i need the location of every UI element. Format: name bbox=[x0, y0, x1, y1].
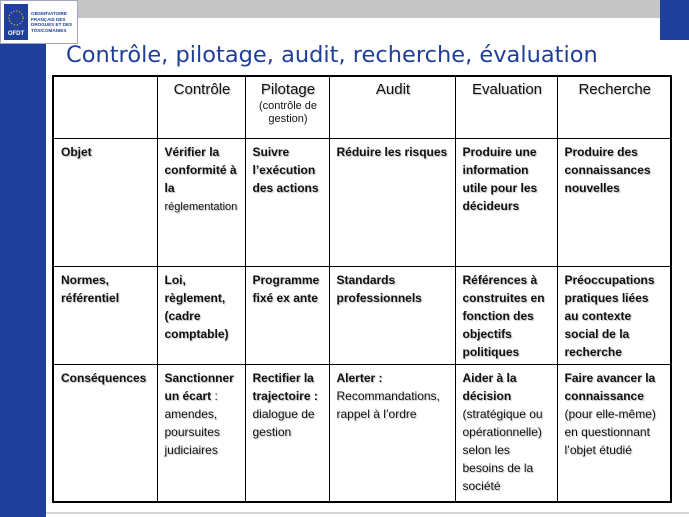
logo-text bbox=[31, 11, 72, 33]
logo-line: FRANÇAIS DES bbox=[31, 16, 66, 22]
logo-line: TOXICOMANIES bbox=[31, 27, 67, 33]
logo-mark-text: OFDT bbox=[7, 31, 25, 37]
cell-strong-text: Faire avancer la connaissance bbox=[564, 370, 656, 403]
cell-strong-text: Alerter : bbox=[336, 370, 383, 385]
table-cell bbox=[455, 266, 557, 364]
table-cell bbox=[329, 266, 455, 364]
cell-strong-text: Aider à la décision bbox=[462, 370, 517, 403]
ofdt-logo bbox=[0, 0, 78, 44]
row-header: Conséquences bbox=[53, 364, 157, 502]
cell-strong-text: Préoccupations pratiques liées au contexte social de la recherche bbox=[564, 272, 655, 359]
cell-plain-text: : amendes, poursuites judiciaires bbox=[164, 388, 220, 457]
table-cell bbox=[455, 364, 557, 502]
cell-plain-text: dialogue de gestion bbox=[252, 406, 315, 439]
table-cell bbox=[329, 138, 455, 266]
column-header-recherche bbox=[557, 76, 671, 138]
logo-line: DROGUES ET DES bbox=[31, 22, 73, 27]
table-cell bbox=[329, 364, 455, 502]
cell-strong-text: Réduire les risques bbox=[336, 144, 448, 159]
cell-strong-text: Vérifier la conformité à la bbox=[164, 144, 237, 195]
column-header-sublabel: (contrôle de gestion) bbox=[258, 100, 318, 125]
cell-strong-text: Suivre l’exécution des actions bbox=[252, 144, 319, 195]
table-cell bbox=[157, 364, 245, 502]
left-side-bar bbox=[0, 0, 46, 517]
row-header: Normes, référentiel bbox=[53, 266, 157, 364]
table-cell bbox=[245, 266, 329, 364]
cell-plain-text: Recommandations, rappel à l’ordre bbox=[336, 388, 440, 421]
column-header-label: Audit bbox=[375, 81, 411, 98]
column-header-label: Recherche bbox=[578, 81, 652, 98]
table-cell bbox=[557, 266, 671, 364]
table-cell bbox=[245, 138, 329, 266]
table-row-normes bbox=[53, 266, 671, 364]
column-header-label: Contrôle bbox=[173, 81, 231, 98]
table-row-objet bbox=[53, 138, 671, 266]
top-bar bbox=[46, 0, 660, 18]
table-cell bbox=[455, 138, 557, 266]
corner-block bbox=[660, 0, 689, 40]
cell-small-text: réglementation bbox=[164, 200, 238, 213]
ofdt-emblem-icon bbox=[4, 4, 28, 40]
column-header-audit bbox=[329, 76, 455, 138]
column-header-pilotage bbox=[245, 76, 329, 138]
corner-cell bbox=[53, 76, 157, 138]
cell-plain-text: (pour elle-même) en questionnant l’objet étudié bbox=[564, 406, 656, 457]
logo-line: OBSERVATOIRE bbox=[31, 11, 67, 16]
table-header-row bbox=[53, 76, 671, 138]
column-header-label: Pilotage bbox=[260, 81, 316, 98]
cell-strong-text: Sanctionner un écart bbox=[164, 370, 234, 403]
comparison-table bbox=[52, 75, 672, 503]
column-header-controle bbox=[157, 76, 245, 138]
table-cell bbox=[157, 266, 245, 364]
table-cell bbox=[157, 138, 245, 266]
table-cell bbox=[557, 364, 671, 502]
cell-strong-text: Références à construites en fonction des objectifs politiques bbox=[462, 272, 545, 359]
cell-strong-text: Produire des connaissances nouvelles bbox=[564, 144, 651, 195]
cell-strong-text: Programme fixé ex ante bbox=[252, 272, 320, 305]
row-header: Objet bbox=[53, 138, 157, 266]
cell-strong-text: Rectifier la trajectoire : bbox=[252, 370, 318, 403]
table-cell bbox=[245, 364, 329, 502]
table-row-consequences bbox=[53, 364, 671, 502]
cell-strong-text: Standards professionnels bbox=[336, 272, 422, 305]
column-header-label: Evaluation bbox=[471, 81, 543, 98]
slide-title: Contrôle, pilotage, audit, recherche, évaluation bbox=[66, 42, 598, 68]
bottom-rule bbox=[46, 512, 689, 514]
table-cell bbox=[557, 138, 671, 266]
cell-strong-text: Loi, règlement, (cadre comptable) bbox=[164, 272, 229, 341]
column-header-evaluation bbox=[455, 76, 557, 138]
cell-strong-text: Produire une information utile pour les décideurs bbox=[462, 144, 538, 213]
cell-plain-text: (stratégique ou opérationnelle) selon les besoins de la société bbox=[462, 406, 543, 493]
